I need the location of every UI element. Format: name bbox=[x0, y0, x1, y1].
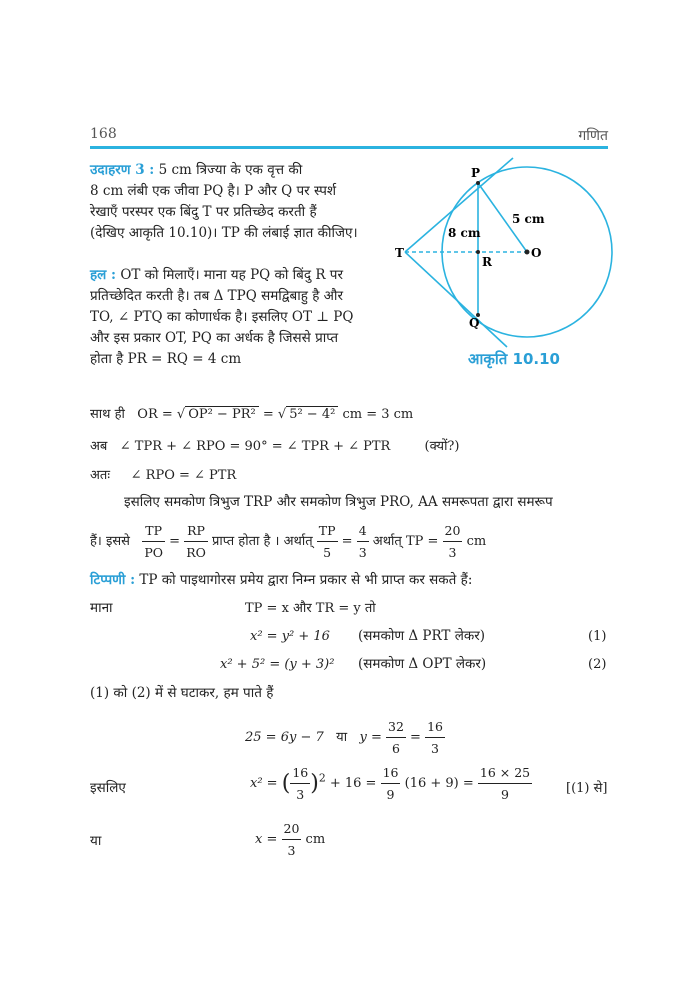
cm-unit: cm bbox=[466, 534, 487, 549]
example-line-2: 8 cm लंबी एक जीवा PQ है। P और Q पर स्पर्श bbox=[90, 183, 337, 199]
frac-num: 16 bbox=[425, 716, 445, 738]
note-label: टिप्पणी : bbox=[90, 572, 136, 588]
or-result: cm = 3 cm bbox=[342, 407, 414, 422]
eq-sign: = bbox=[169, 534, 181, 549]
eq-sign: = bbox=[262, 407, 274, 422]
frac-16-9 bbox=[381, 762, 401, 805]
paren-term: (16 + 9) = bbox=[404, 776, 474, 791]
solution-label: हल : bbox=[90, 267, 117, 283]
example-text: 5 cm त्रिज्या के एक वृत्त की bbox=[158, 162, 303, 178]
label-p: P bbox=[471, 166, 481, 180]
frac-den: 9 bbox=[501, 787, 509, 802]
frac-400-9 bbox=[478, 762, 532, 805]
frac-16-3b bbox=[290, 762, 310, 805]
frac-20-3 bbox=[443, 520, 463, 563]
figure-10-10 bbox=[395, 155, 615, 375]
frac-num: 16 × 25 bbox=[478, 762, 532, 784]
eq-sign: = bbox=[341, 534, 353, 549]
frac-num: 32 bbox=[386, 716, 406, 738]
note-text: TP को पाइथागोरस प्रमेय द्वारा निम्न प्रकार से भी प्राप्त कर सकते हैं: bbox=[139, 572, 473, 588]
frac-den: 3 bbox=[358, 545, 367, 560]
label-radius: 5 cm bbox=[512, 212, 545, 226]
example-line-1 bbox=[90, 160, 390, 181]
x2-line: x² = ( $\frac{16}{3}$ )$^2$ + 16 = $\frac{16}{9}$ (16 + 9) = $\frac{16 \times 25}{9}$ bbox=[250, 762, 532, 805]
plus16: + 16 = bbox=[329, 776, 377, 791]
assume-text: TP = x और TR = y तो bbox=[245, 601, 376, 616]
solution-text: OT को मिलाएँ। माना यह PQ को बिंदु R पर bbox=[120, 267, 343, 283]
eq1-num: (1) bbox=[588, 629, 607, 644]
frac-num: TP bbox=[142, 520, 165, 542]
frac-rp-ro bbox=[184, 520, 208, 563]
frac-den: 6 bbox=[391, 741, 400, 756]
header-rule bbox=[90, 146, 608, 149]
prapt-text: प्राप्त होता है । अर्थात् bbox=[212, 534, 313, 549]
angle-eq: ∠ TPR + ∠ RPO = 90° = ∠ TPR + ∠ PTR bbox=[119, 439, 391, 454]
atah-line bbox=[90, 465, 236, 486]
x-line bbox=[255, 818, 325, 861]
frac-16-3 bbox=[425, 716, 445, 759]
solution-block bbox=[90, 265, 390, 370]
eq2: x² + 5² = (y + 3)² bbox=[220, 657, 335, 672]
or-line: साथ ही OR = √ OP² − PR² = √ 5² − 4² cm = 3 cm bbox=[90, 407, 414, 422]
hain-isse-text: हैं। इससे bbox=[90, 534, 130, 549]
frac-den: 3 bbox=[287, 843, 296, 858]
frac-4-3 bbox=[357, 520, 369, 563]
mana-text: माना bbox=[90, 600, 113, 616]
figure-caption: आकृति 10.10 bbox=[468, 350, 560, 368]
frac-32-6 bbox=[386, 716, 406, 759]
cm-unit: cm bbox=[305, 832, 326, 847]
ya2-text: या bbox=[90, 833, 102, 849]
x-eq: x = bbox=[255, 832, 278, 847]
why-text: (क्यों?) bbox=[424, 439, 460, 454]
frac-den: RO bbox=[186, 545, 206, 560]
eq2-note: (समकोण Δ OPT लेकर) bbox=[358, 656, 487, 672]
subtract-text: (1) को (2) में से घटाकर, हम पाते हैं bbox=[90, 685, 274, 701]
frac-num: 16 bbox=[290, 762, 310, 784]
example-block bbox=[90, 160, 390, 244]
atah-eq: ∠ RPO = ∠ PTR bbox=[130, 468, 237, 483]
example-label: उदाहरण 3 : bbox=[90, 162, 155, 178]
similarity-line: इसलिए समकोण त्रिभुज TRP और समकोण त्रिभुज PRO, AA समरूपता द्वारा समरूप bbox=[124, 494, 553, 510]
sqrt-term-2: 5² − 4² bbox=[286, 406, 338, 422]
subject-title: गणित bbox=[578, 128, 608, 144]
frac-num: RP bbox=[184, 520, 208, 542]
label-chord: 8 cm bbox=[448, 226, 481, 240]
example-line-3: रेखाएँ परस्पर एक बिंदु T पर प्रतिच्छेद करती हैं bbox=[90, 204, 317, 220]
frac-num: 20 bbox=[282, 818, 302, 840]
ref-text: [(1) से] bbox=[566, 781, 608, 796]
sqrt-term-1: OP² − PR² bbox=[185, 406, 259, 422]
example-line-4: (देखिए आकृति 10.10)। TP की लंबाई ज्ञात कीजिए। bbox=[90, 225, 358, 241]
frac-den: PO bbox=[144, 545, 163, 560]
note-line bbox=[90, 570, 610, 591]
eq2-num: (2) bbox=[588, 657, 607, 672]
label-t: T bbox=[395, 246, 404, 260]
eq3-line: 25 = 6y − 7 या y = $\frac{32}{6}$ = $\frac{16}{3}$ bbox=[245, 716, 445, 759]
point-p bbox=[476, 181, 480, 185]
ya-text: या bbox=[336, 730, 348, 745]
page-number: 168 bbox=[90, 126, 117, 142]
frac-den: 3 bbox=[431, 741, 439, 756]
ab-text: अब bbox=[90, 439, 108, 454]
eq1: x² = y² + 16 bbox=[250, 629, 330, 644]
eq1-note: (समकोण Δ PRT लेकर) bbox=[358, 628, 486, 644]
atah-text: अतः bbox=[90, 468, 110, 483]
solution-line-4: और इस प्रकार OT, PQ का अर्धक है जिससे प्राप्त bbox=[90, 330, 339, 346]
eq3: 25 = 6y − 7 bbox=[245, 730, 324, 745]
ratio-line bbox=[90, 520, 610, 563]
label-o: O bbox=[531, 246, 542, 260]
solution-line-2: प्रतिच्छेदित करती है। तब Δ TPQ समद्विबाहु है और bbox=[90, 288, 344, 304]
or-eq-text: OR = bbox=[137, 407, 173, 422]
solution-line-5: होता है PR = RQ = 4 cm bbox=[90, 351, 242, 367]
y-eq: y = bbox=[359, 730, 382, 745]
point-o bbox=[525, 250, 530, 255]
frac-tp-po bbox=[142, 520, 165, 563]
isliye-text: इसलिए bbox=[90, 780, 126, 796]
label-r: R bbox=[482, 255, 492, 269]
frac-num: 16 bbox=[381, 762, 401, 784]
frac-den: 3 bbox=[448, 545, 457, 560]
frac-tp-5 bbox=[317, 520, 338, 563]
tp-eq: TP = bbox=[405, 534, 439, 549]
saath-hi-text: साथ ही bbox=[90, 407, 125, 422]
point-r bbox=[476, 250, 480, 254]
solution-line-1 bbox=[90, 265, 390, 286]
frac-den: 5 bbox=[323, 545, 332, 560]
frac-num: TP bbox=[317, 520, 338, 542]
arthat-text: अर्थात् bbox=[372, 534, 402, 549]
solution-line-3: TO, ∠ PTQ का कोणार्धक है। इसलिए OT ⊥ PQ bbox=[90, 309, 354, 325]
frac-20-3b bbox=[282, 818, 302, 861]
angle-line bbox=[90, 436, 459, 457]
frac-num: 20 bbox=[443, 520, 463, 542]
frac-den: 9 bbox=[386, 787, 395, 802]
label-q: Q bbox=[469, 316, 480, 330]
frac-num: 4 bbox=[357, 520, 369, 542]
x2-eq: x² = bbox=[250, 776, 278, 791]
frac-den: 3 bbox=[296, 787, 305, 802]
